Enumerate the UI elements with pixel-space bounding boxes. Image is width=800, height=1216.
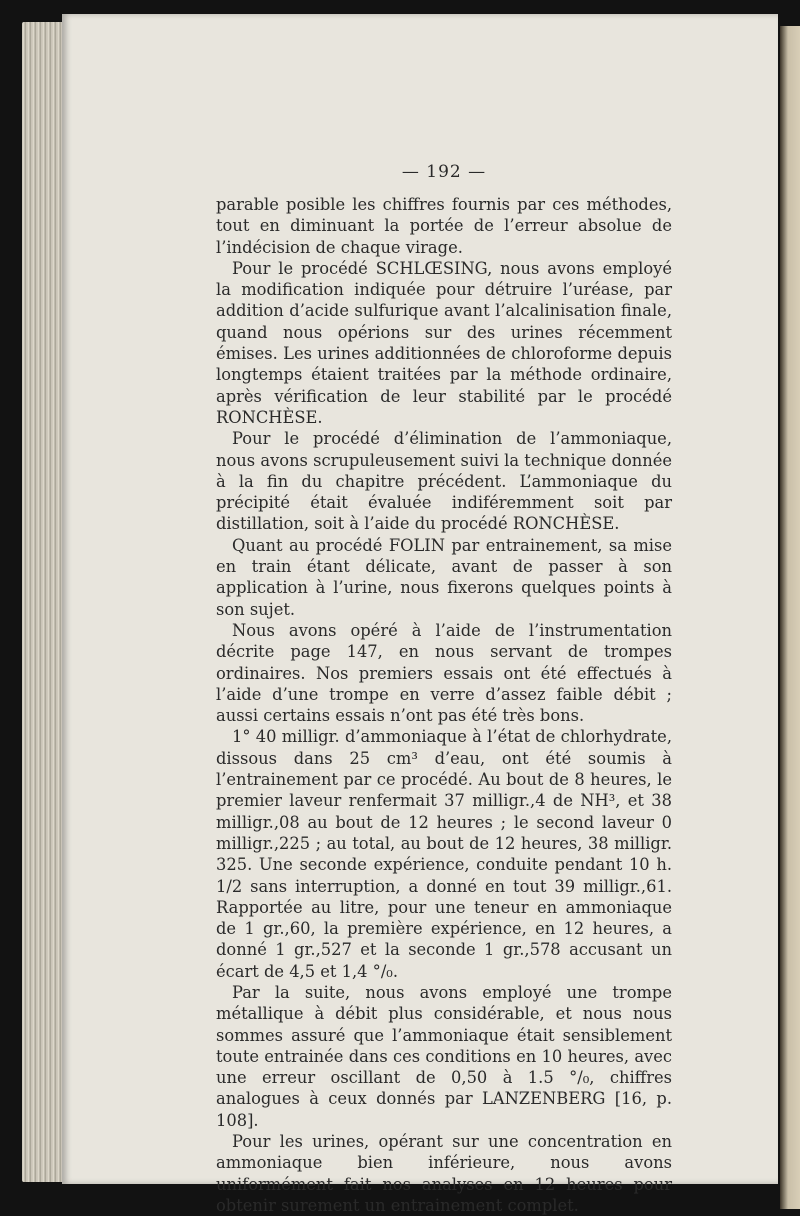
paragraph-1: parable posible les chiffres fournis par ces méthodes, tout en diminuant la portée de l’erreur absolue de l’indécision de chaque virage.: [216, 195, 672, 257]
paragraph-5: Nous avons opéré à l’aide de l’instrumentation décrite page 147, en nous servant de trompes ordinaires. Nos premiers essais ont été effectués à l’aide d’une trompe en verre d’assez faible débit ; aussi certains essais n’ont pas été très bons.: [216, 620, 672, 726]
facing-page-edge: [780, 26, 800, 1209]
paragraph-6: 1° 40 milligr. d’ammoniaque à l’état de chlorhydrate, dissous dans 25 cm³ d’eau, ont été soumis à l’entrainement par ce procédé. Au bout de 8 heures, le premier laveur renfermait 37 milligr.,4 de NH³, et 38 milligr.,08 au bout de 12 heures ; le second laveur 0 milligr.,225 ; au total, au bout de 12 heures, 38 milligr. 325. Une seconde expérience, conduite pendant 10 h. 1/2 sans interruption, a donné en tout 39 milligr.,61. Rapportée au litre, pour une teneur en ammoniaque de 1 gr.,60, la première expérience, en 12 heures, a donné 1 gr.,527 et la seconde 1 gr.,578 accusant un écart de 4,5 et 1,4 °/₀.: [216, 727, 672, 981]
paragraph-8: Pour les urines, opérant sur une concentration en ammoniaque bien inférieure, nous avons uniformément fait nos analyses en 12 heures pour obtenir surement un entrainement complet.: [216, 1132, 672, 1215]
paragraph-4: Quant au procédé FOLIN par entrainement, sa mise en train étant délicate, avant de passer à son application à l’urine, nous fixerons quelques points à son sujet.: [216, 535, 672, 619]
paragraph-7: Par la suite, nous avons employé une trompe métallique à débit plus considérable, et nous nous sommes assuré que l’ammoniaque était sensiblement toute entrainée dans ces conditions en 10 heures, avec une erreur oscillant de 0,50 à 1.5 °/₀, chiffres analogues à ceux donnés par LANZENBERG [16, p. 108].: [216, 982, 672, 1130]
page-body: [216, 194, 672, 1216]
paragraph-2: Pour le procédé SCHLŒSING, nous avons employé la modification indiquée pour détruire l’uréase, par addition d’acide sulfurique avant l’alcalinisation finale, quand nous opérions sur des urines récemment émises. Les urines additionnées de chloroforme depuis longtemps étaient traitées par la méthode ordinaire, après vérification de leur stabilité par le procédé RONCHÈSE.: [216, 258, 672, 427]
paragraph-3: Pour le procédé d’élimination de l’ammoniaque, nous avons scrupuleusement suivi la technique donnée à la fin du chapitre précédent. L’ammoniaque du précipité était évaluée indiféremment soit par distillation, soit à l’aide du procédé RONCHÈSE.: [216, 429, 672, 534]
page-number: — 192 —: [401, 162, 487, 182]
